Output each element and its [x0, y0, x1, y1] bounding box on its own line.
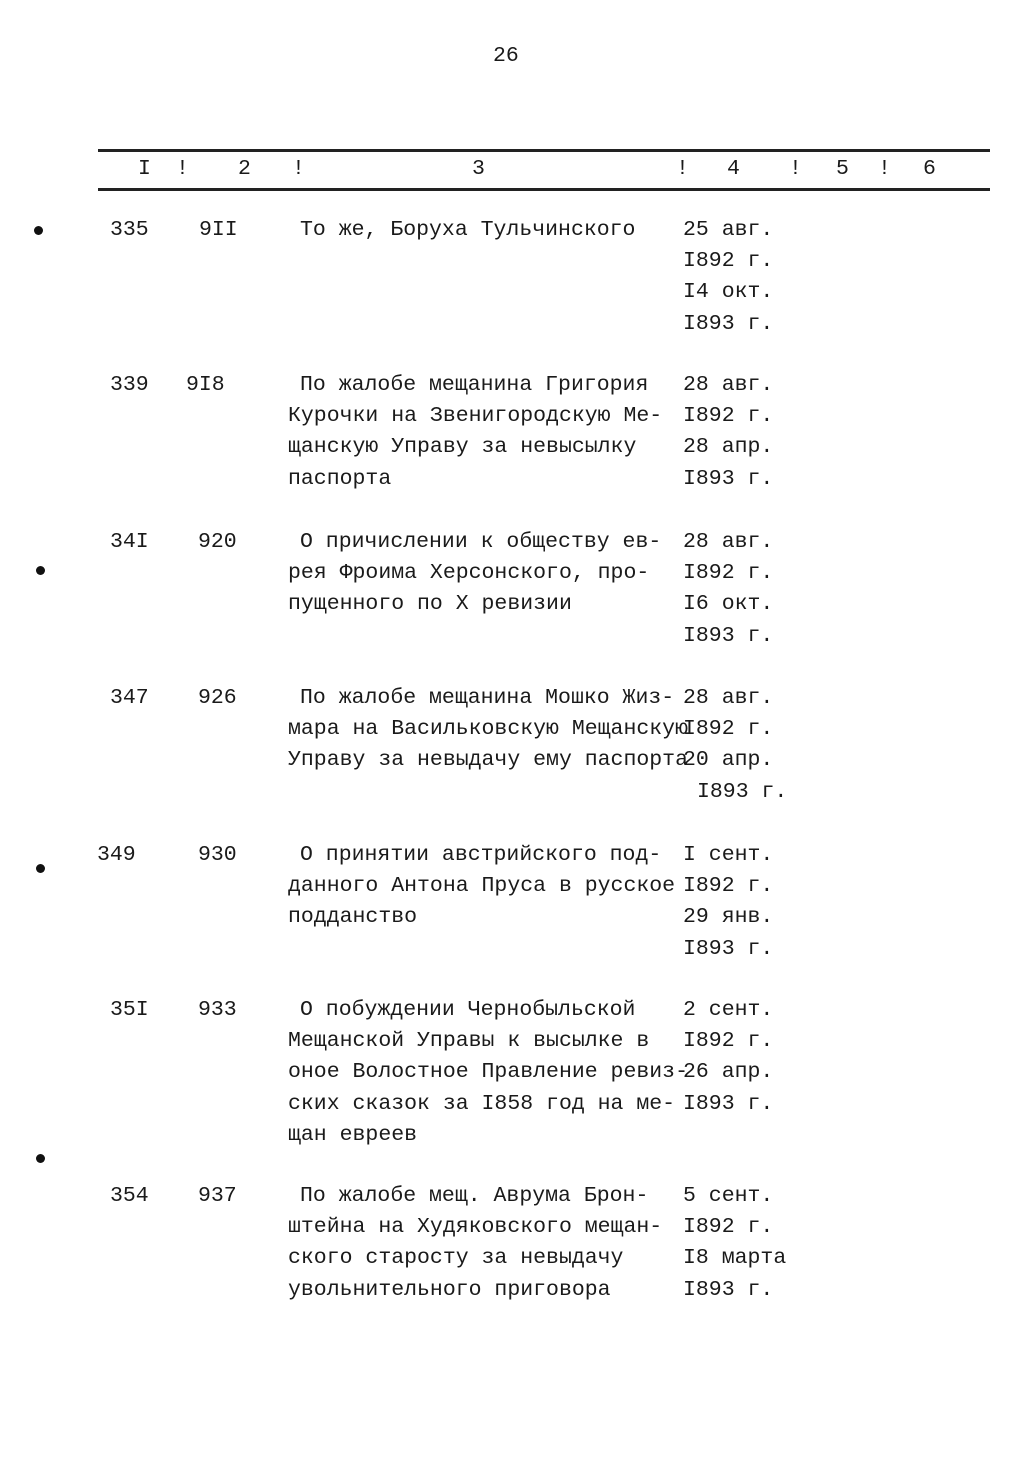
column-header-3: 3	[472, 157, 485, 181]
entry-description-line: О причислении к обществу ев-	[300, 530, 662, 554]
entry-description-line: ских сказок за I858 год на ме-	[288, 1091, 676, 1116]
entry-date: I892 г.	[683, 249, 774, 274]
entry-date: I8 марта	[683, 1246, 787, 1271]
entry-date: 29 янв.	[683, 905, 774, 930]
column-separator: !	[176, 157, 189, 181]
entry-description-line: щан евреев	[288, 1122, 418, 1147]
entry-date: I892 г.	[683, 561, 774, 586]
entry-description-line: мара на Васильковскую Мещанскую	[288, 717, 688, 742]
punch-hole-mark	[36, 864, 45, 873]
column-separator: !	[789, 157, 802, 181]
entry-description-line: пущенного по Х ревизии	[288, 592, 572, 617]
entry-date: I893 г.	[683, 466, 774, 491]
entry-description-line: оное Волостное Правление ревиз-	[288, 1060, 688, 1085]
punch-hole-mark	[36, 566, 45, 575]
punch-hole-mark	[36, 1154, 45, 1163]
entry-date: I4 окт.	[683, 280, 774, 305]
entry-description-line: ского старосту за невыдачу	[288, 1246, 624, 1271]
entry-number: 335	[110, 218, 149, 242]
entry-number: 349	[97, 843, 136, 867]
entry-number: 347	[110, 686, 149, 710]
column-header-6: 6	[923, 157, 936, 181]
header-top-rule	[98, 149, 990, 152]
entry-date: I892 г.	[683, 1215, 774, 1240]
column-header-5: 5	[836, 157, 849, 181]
entry-date: I892 г.	[683, 1029, 774, 1054]
entry-description-line: По жалобе мещанина Мошко Жиз-	[300, 686, 675, 710]
entry-date: 5 сент.	[683, 1184, 774, 1208]
entry-description-line: Мещанской Управы к высылке в	[288, 1029, 650, 1054]
entry-date: 2 сент.	[683, 998, 774, 1022]
column-header-4: 4	[727, 157, 740, 181]
column-separator: !	[878, 157, 891, 181]
archive-reference: 9II	[199, 218, 238, 242]
entry-number: 339	[110, 373, 149, 397]
entry-description-line: По жалобе мещанина Григория	[300, 373, 649, 397]
entry-date: I892 г.	[683, 717, 774, 742]
archive-reference: 9I8	[186, 373, 225, 397]
entry-date: I893 г.	[683, 623, 774, 648]
entry-date: 28 авг.	[683, 373, 774, 397]
archive-reference: 937	[198, 1184, 237, 1208]
column-separator: !	[676, 157, 689, 181]
entry-date: I892 г.	[683, 404, 774, 429]
entry-date: I893 г.	[683, 1091, 774, 1116]
entry-date: 28 авг.	[683, 686, 774, 710]
column-separator: !	[292, 157, 305, 181]
column-header-1: I	[138, 157, 151, 181]
entry-date: I893 г.	[697, 779, 788, 804]
entry-date: 28 апр.	[683, 435, 774, 460]
entry-description-line: О принятии австрийского под-	[300, 843, 662, 867]
entry-date: I893 г.	[683, 311, 774, 336]
entry-number: 34I	[110, 530, 149, 554]
entry-description-line: По жалобе мещ. Аврума Брон-	[300, 1184, 649, 1208]
entry-description-line: Курочки на Звенигородскую Ме-	[288, 404, 663, 429]
archive-reference: 926	[198, 686, 237, 710]
entry-description-line: рея Фроима Херсонского, про-	[288, 561, 650, 586]
entry-description-line: подданство	[288, 905, 418, 930]
entry-number: 354	[110, 1184, 149, 1208]
entry-date: 25 авг.	[683, 218, 774, 242]
archive-reference: 933	[198, 998, 237, 1022]
entry-number: 35I	[110, 998, 149, 1022]
entry-date: 26 апр.	[683, 1060, 774, 1085]
entry-description-line: щанскую Управу за невысылку	[288, 435, 637, 460]
entry-description-line: Управу за невыдачу ему паспорта	[288, 748, 688, 773]
entry-description-line: увольнительного приговора	[288, 1277, 611, 1302]
punch-hole-mark	[34, 226, 43, 235]
entry-description-line: штейна на Худяковского мещан-	[288, 1215, 663, 1240]
entry-date: I893 г.	[683, 1277, 774, 1302]
page-number: 26	[493, 44, 519, 68]
entry-date: I сент.	[683, 843, 774, 867]
entry-date: 20 апр.	[683, 748, 774, 773]
entry-date: I893 г.	[683, 936, 774, 961]
entry-date: I892 г.	[683, 874, 774, 899]
column-header-2: 2	[238, 157, 251, 181]
header-bottom-rule	[98, 188, 990, 191]
entry-description-line: паспорта	[288, 466, 392, 491]
entry-description-line: данного Антона Пруса в русское	[288, 874, 676, 899]
entry-description-line: О побуждении Чернобыльской	[300, 998, 636, 1022]
entry-description-line: То же, Боруха Тульчинского	[300, 218, 636, 242]
archive-reference: 930	[198, 843, 237, 867]
entry-date: I6 окт.	[683, 592, 774, 617]
archive-reference: 920	[198, 530, 237, 554]
entry-date: 28 авг.	[683, 530, 774, 554]
